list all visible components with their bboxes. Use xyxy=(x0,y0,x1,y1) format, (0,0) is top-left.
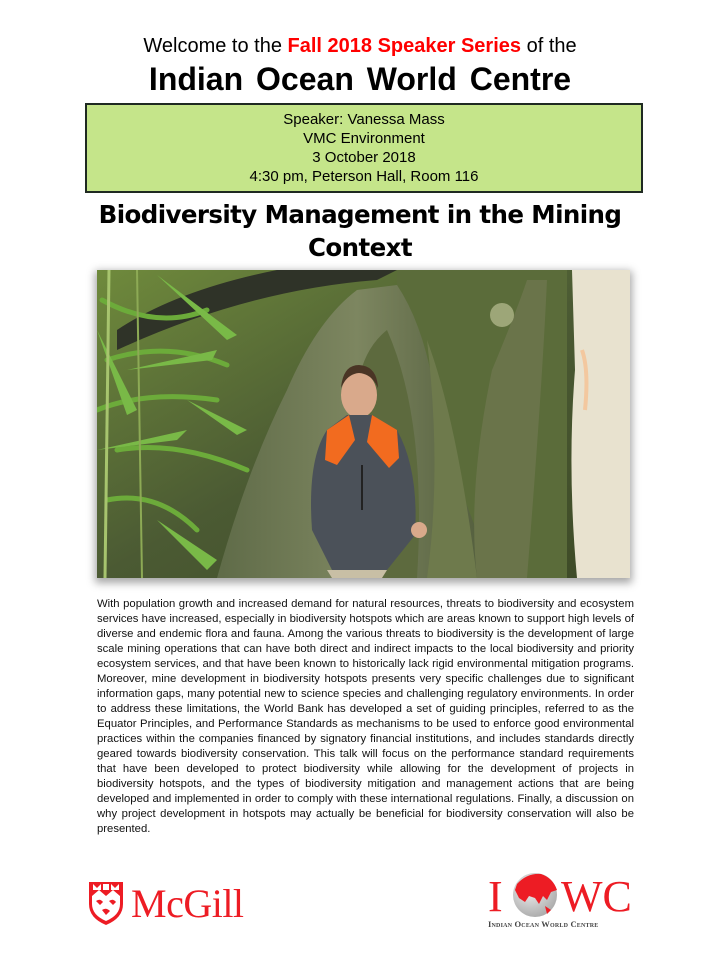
welcome-suffix: of the xyxy=(526,35,577,57)
welcome-line xyxy=(0,34,720,58)
event-date: 3 October 2018 xyxy=(312,149,416,166)
centre-title: Indian Ocean World Centre xyxy=(148,61,572,97)
iowc-logo xyxy=(485,872,645,940)
talk-abstract: With population growth and increased demand for natural resources, threats to biodiversity and ecosystem services have increased, especially in biodiversity hotspots which are areas known to support high levels of diverse and endemic flora and fauna. Among the various threats to biodiversity is the development of large scale mining operations that can have both direct and indirect impacts to the local biodiversity and priority ecosystem services, and that have been known to historically lack rigid environmental mitigation programs. Moreover, mine development in biodiversity hotspots presents very specific challenges due to significant information gaps, many potential new to science species and challenging regulatory environments. In order to address these limitations, the World Bank has developed a set of guiding principles, referred to as the Equator Principles, and Performance Standards as mechanisms to be used to enforce good environmental practices within the companies financed by signatory financial institutions, and includes standards directly geared towards biodiversity conservation. This talk will focus on the performance standard requirements that have been developed to protect biodiversity while allowing for the development of projects in biodiversity hotspots, and the types of biodiversity mitigation and management actions that are being developed and implemented in order to comply with these international regulations. Finally, a discussion on why project development in hotspots may actually be beneficial for biodiversity conservation will also be presented. xyxy=(97,598,634,835)
welcome-prefix: Welcome to the xyxy=(143,35,282,57)
series-name: Fall 2018 Speaker Series xyxy=(287,35,522,57)
iowc-letters-wc: WC xyxy=(561,872,632,921)
event-info-box xyxy=(85,103,643,193)
event-time-location: 4:30 pm, Peterson Hall, Room 116 xyxy=(249,168,479,185)
forest-photo-illustration xyxy=(97,270,630,578)
talk-title: Biodiversity Management in the Mining Context xyxy=(98,200,622,262)
speaker-affiliation: VMC Environment xyxy=(303,130,425,147)
globe-icon xyxy=(507,870,563,918)
speaker-name: Speaker: Vanessa Mass xyxy=(283,111,445,128)
speaker-photo xyxy=(97,270,630,578)
mcgill-crest-icon xyxy=(87,880,125,926)
iowc-tagline: Indian Ocean World Centre xyxy=(488,919,599,929)
mcgill-logo xyxy=(87,880,272,928)
mcgill-wordmark: McGill xyxy=(131,881,244,926)
iowc-letter-i: I xyxy=(488,872,503,921)
